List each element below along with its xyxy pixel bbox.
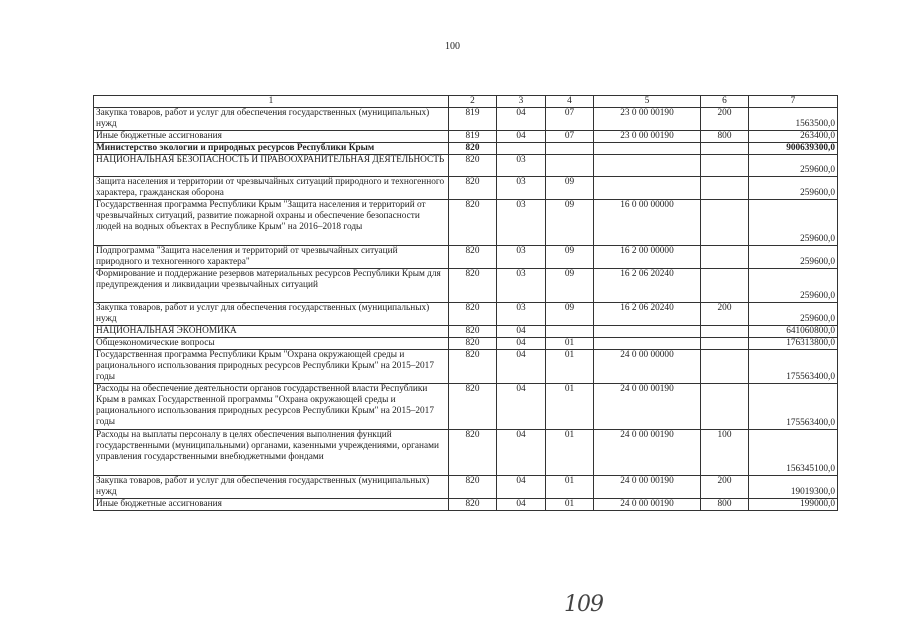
table-row: [94, 430, 838, 476]
code-cell: [701, 269, 749, 303]
row-name: Иные бюджетные ассигнования: [94, 131, 449, 143]
code-cell: 820: [449, 338, 497, 350]
code-cell: 04: [497, 326, 546, 338]
header-cell: 1: [94, 96, 449, 108]
code-cell: [546, 143, 594, 155]
code-cell: 23 0 00 00190: [594, 108, 701, 131]
code-cell: 820: [449, 303, 497, 326]
code-cell: 820: [449, 350, 497, 384]
code-cell: 24 0 00 00190: [594, 476, 701, 499]
code-cell: 03: [497, 155, 546, 177]
header-cell: 5: [594, 96, 701, 108]
code-cell: [701, 350, 749, 384]
code-cell: 07: [546, 131, 594, 143]
code-cell: 800: [701, 499, 749, 511]
code-cell: 820: [449, 200, 497, 246]
code-cell: 820: [449, 476, 497, 499]
code-cell: 03: [497, 303, 546, 326]
code-cell: [594, 143, 701, 155]
row-name: Закупка товаров, работ и услуг для обеспечения государственных (муниципальных) нужд: [94, 303, 449, 326]
code-cell: 04: [497, 430, 546, 476]
code-cell: 01: [546, 338, 594, 350]
table-row: [94, 269, 838, 303]
code-cell: 04: [497, 338, 546, 350]
code-cell: 24 0 00 00190: [594, 384, 701, 430]
code-cell: [497, 143, 546, 155]
amount-cell: 259600,0: [749, 269, 838, 303]
table-row: [94, 326, 838, 338]
amount-cell: 176313800,0: [749, 338, 838, 350]
code-cell: 07: [546, 108, 594, 131]
table-row: [94, 499, 838, 511]
code-cell: 16 2 06 20240: [594, 269, 701, 303]
code-cell: 819: [449, 108, 497, 131]
table-row: [94, 108, 838, 131]
amount-cell: 175563400,0: [749, 384, 838, 430]
amount-cell: 199000,0: [749, 499, 838, 511]
amount-cell: 175563400,0: [749, 350, 838, 384]
row-name: НАЦИОНАЛЬНАЯ ЭКОНОМИКА: [94, 326, 449, 338]
row-name: Министерство экологии и природных ресурсов Республики Крым: [94, 143, 449, 155]
code-cell: 04: [497, 499, 546, 511]
code-cell: 03: [497, 269, 546, 303]
header-cell: 7: [749, 96, 838, 108]
code-cell: 04: [497, 350, 546, 384]
code-cell: 24 0 00 00190: [594, 499, 701, 511]
table-row: [94, 476, 838, 499]
code-cell: 03: [497, 200, 546, 246]
code-cell: 04: [497, 476, 546, 499]
code-cell: 01: [546, 430, 594, 476]
code-cell: 820: [449, 384, 497, 430]
code-cell: 819: [449, 131, 497, 143]
code-cell: [594, 326, 701, 338]
table-row: [94, 131, 838, 143]
code-cell: [546, 155, 594, 177]
table-row: [94, 246, 838, 269]
code-cell: 01: [546, 384, 594, 430]
row-name: Государственная программа Республики Крым "Защита населения и территорий от чрезвычайных ситуаций, развитие пожарной охраны и обеспечение безопасности людей на водных объектах в Республике Крым" на 2016–2018 годы: [94, 200, 449, 246]
table-row: [94, 338, 838, 350]
code-cell: 01: [546, 476, 594, 499]
code-cell: 03: [497, 246, 546, 269]
code-cell: [701, 326, 749, 338]
code-cell: 820: [449, 143, 497, 155]
code-cell: 100: [701, 430, 749, 476]
row-name: Расходы на выплаты персоналу в целях обеспечения выполнения функций государственными (муниципальными) органами, казенными учреждениями, органами управления государственными внебюджетными фондами: [94, 430, 449, 476]
header-cell: 2: [449, 96, 497, 108]
code-cell: [594, 177, 701, 200]
amount-cell: 263400,0: [749, 131, 838, 143]
code-cell: [546, 326, 594, 338]
row-name: Закупка товаров, работ и услуг для обеспечения государственных (муниципальных) нужд: [94, 476, 449, 499]
code-cell: [701, 177, 749, 200]
code-cell: 800: [701, 131, 749, 143]
amount-cell: 156345100,0: [749, 430, 838, 476]
code-cell: 04: [497, 131, 546, 143]
table-row: [94, 155, 838, 177]
code-cell: 09: [546, 303, 594, 326]
code-cell: 09: [546, 269, 594, 303]
code-cell: 16 2 00 00000: [594, 246, 701, 269]
code-cell: 200: [701, 108, 749, 131]
code-cell: 04: [497, 108, 546, 131]
row-name: Закупка товаров, работ и услуг для обеспечения государственных (муниципальных) нужд: [94, 108, 449, 131]
code-cell: 16 0 00 00000: [594, 200, 701, 246]
code-cell: 24 0 00 00190: [594, 430, 701, 476]
code-cell: [701, 200, 749, 246]
code-cell: 820: [449, 177, 497, 200]
table-row: [94, 200, 838, 246]
code-cell: 200: [701, 476, 749, 499]
amount-cell: 19019300,0: [749, 476, 838, 499]
row-name: Защита населения и территории от чрезвычайных ситуаций природного и техногенного характера, гражданская оборона: [94, 177, 449, 200]
code-cell: 01: [546, 499, 594, 511]
code-cell: 01: [546, 350, 594, 384]
code-cell: [701, 143, 749, 155]
code-cell: [701, 338, 749, 350]
code-cell: [594, 155, 701, 177]
code-cell: 820: [449, 155, 497, 177]
row-name: Государственная программа Республики Крым "Охрана окружающей среды и рационального использования природных ресурсов Республики Крым" на 2015–2017 годы: [94, 350, 449, 384]
table-header-row: [94, 96, 838, 108]
amount-cell: 259600,0: [749, 246, 838, 269]
page-number: 100: [445, 41, 460, 52]
header-cell: 3: [497, 96, 546, 108]
code-cell: 16 2 06 20240: [594, 303, 701, 326]
code-cell: 09: [546, 200, 594, 246]
amount-cell: 641060800,0: [749, 326, 838, 338]
code-cell: 820: [449, 269, 497, 303]
table-row: [94, 303, 838, 326]
code-cell: [701, 246, 749, 269]
header-cell: 6: [701, 96, 749, 108]
code-cell: 09: [546, 246, 594, 269]
header-cell: 4: [546, 96, 594, 108]
amount-cell: 900639300,0: [749, 143, 838, 155]
amount-cell: 259600,0: [749, 177, 838, 200]
row-name: Общеэкономические вопросы: [94, 338, 449, 350]
budget-table: [93, 95, 838, 511]
code-cell: 24 0 00 00000: [594, 350, 701, 384]
handwritten-page-number: 109: [564, 592, 603, 617]
code-cell: 09: [546, 177, 594, 200]
row-name: Иные бюджетные ассигнования: [94, 499, 449, 511]
row-name: Подпрограмма "Защита населения и территорий от чрезвычайных ситуаций природного и техногенного характера": [94, 246, 449, 269]
code-cell: 04: [497, 384, 546, 430]
row-name: НАЦИОНАЛЬНАЯ БЕЗОПАСНОСТЬ И ПРАВООХРАНИТЕЛЬНАЯ ДЕЯТЕЛЬНОСТЬ: [94, 155, 449, 177]
code-cell: 820: [449, 246, 497, 269]
code-cell: [594, 338, 701, 350]
row-name: Формирование и поддержание резервов материальных ресурсов Республики Крым для предупреждения и ликвидации чрезвычайных ситуаций: [94, 269, 449, 303]
code-cell: 820: [449, 430, 497, 476]
row-name: Расходы на обеспечение деятельности органов государственной власти Республики Крым в рамках Государственной программы "Охрана окружающей среды и рационального использования природных ресурсов Республики Крым" на 2015–2017 годы: [94, 384, 449, 430]
code-cell: [701, 155, 749, 177]
code-cell: 820: [449, 499, 497, 511]
table-row: [94, 177, 838, 200]
amount-cell: 1563500,0: [749, 108, 838, 131]
amount-cell: 259600,0: [749, 200, 838, 246]
amount-cell: 259600,0: [749, 155, 838, 177]
table-row: [94, 384, 838, 430]
amount-cell: 259600,0: [749, 303, 838, 326]
table-row: [94, 143, 838, 155]
code-cell: 200: [701, 303, 749, 326]
code-cell: 820: [449, 326, 497, 338]
table-row: [94, 350, 838, 384]
code-cell: 23 0 00 00190: [594, 131, 701, 143]
code-cell: [701, 384, 749, 430]
code-cell: 03: [497, 177, 546, 200]
